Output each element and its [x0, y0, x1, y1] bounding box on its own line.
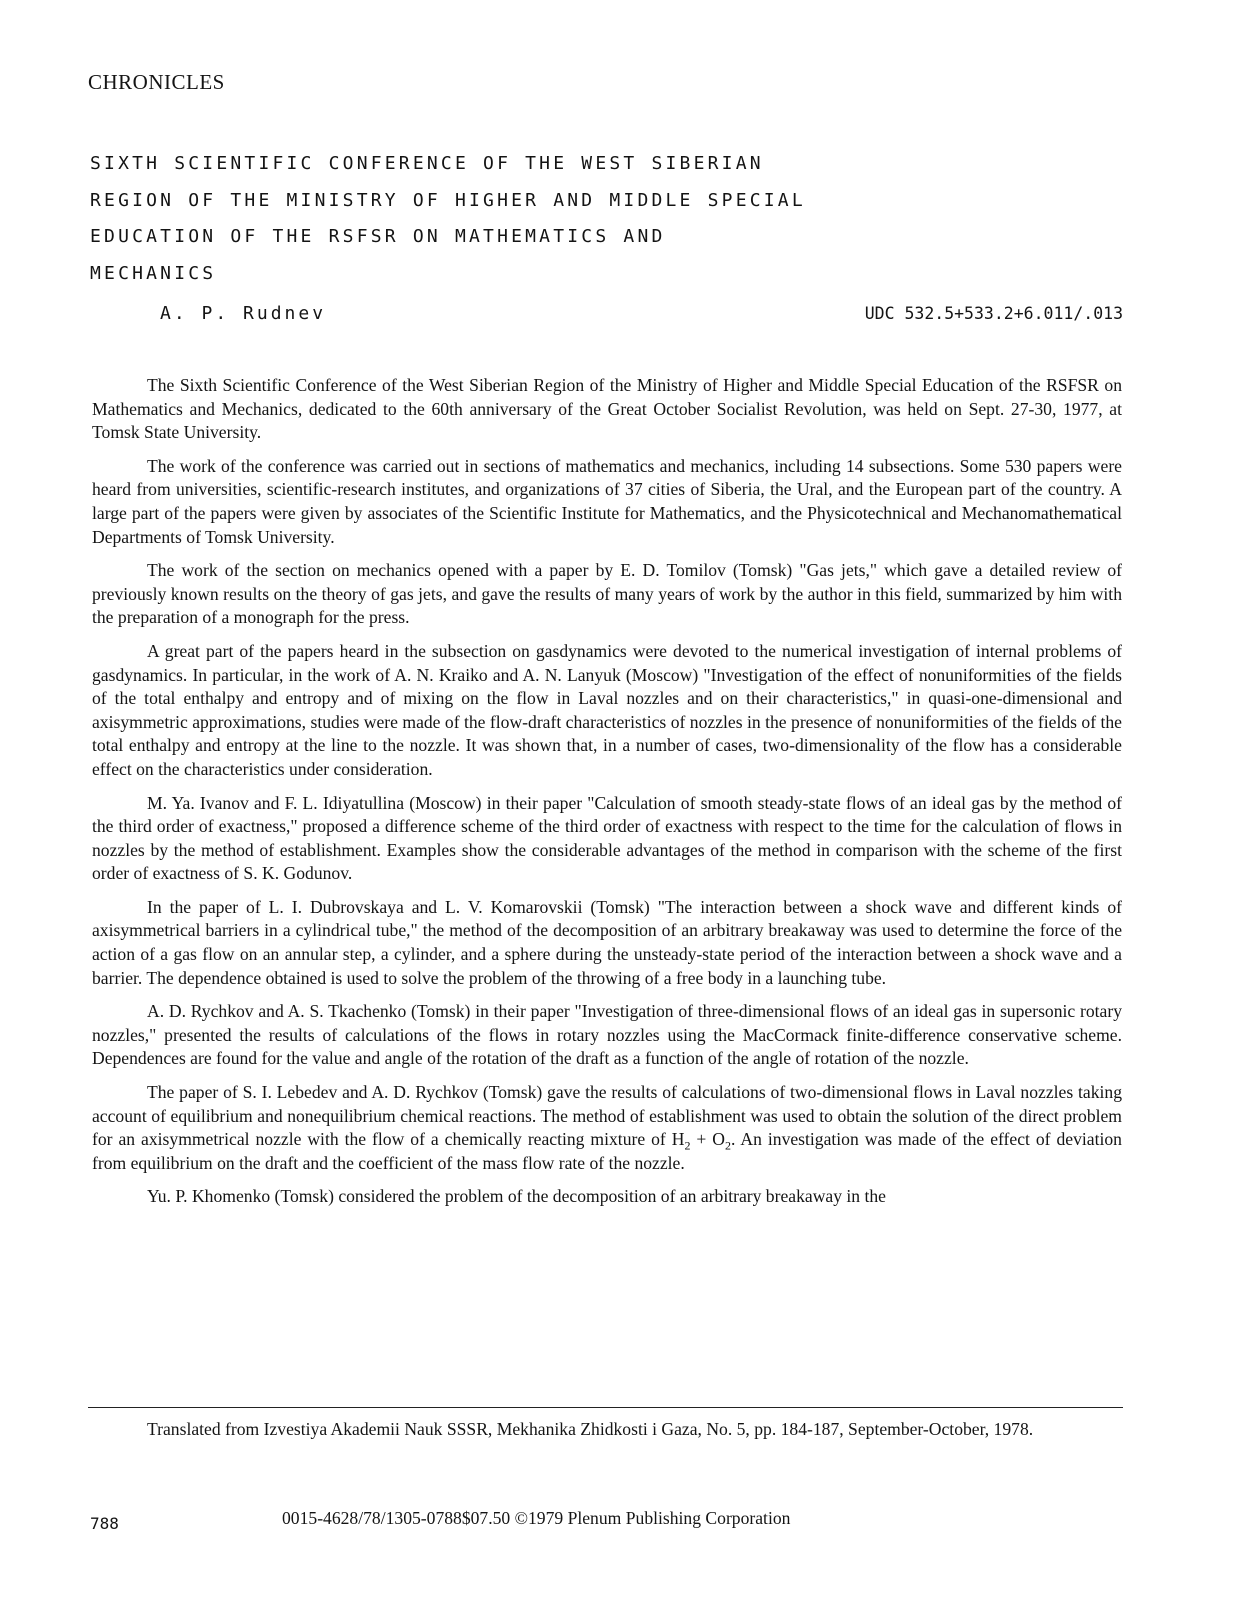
body-paragraph: The work of the conference was carried out in sections of mathematics and mechanics, including 14 subsections. Some 530 papers were heard from universities, scientific-research institutes, and organizations of 37 cities of Siberia, the Ural, and the European part of the country. A large part of the papers were given by associates of the Scientific Institute for Mathematics, and the Physicotechnical and Mechanomathematical Departments of Tomsk University. [92, 455, 1122, 547]
body-paragraph: M. Ya. Ivanov and F. L. Idiyatullina (Moscow) in their paper "Calculation of smooth steady-state flows of an ideal gas by the method of the third order of exactness," proposed a difference scheme of the third order of exactness with respect to the time for the calculation of flows in nozzles by the method of establishment. Examples show the considerable advantages of the method in comparison with the scheme of the first order of exactness of S. K. Godunov. [92, 792, 1122, 884]
hydrogen-subscript: 2 [684, 1138, 691, 1153]
article-title [90, 146, 990, 292]
chem-text-middle: + O [690, 1129, 726, 1150]
body-paragraph: The Sixth Scientific Conference of the West Siberian Region of the Ministry of Higher and Middle Special Education of the RSFSR on Mathematics and Mechanics, dedicated to the 60th anniversary of the Great October Socialist Revolution, was held on Sept. 27-30, 1977, at Tomsk State University. [92, 375, 1122, 443]
body-paragraph: In the paper of L. I. Dubrovskaya and L. V. Komarovskii (Tomsk) "The interaction between a shock wave and different kinds of axisymmetrical barriers in a cylindrical tube," the method of the decomposition of an arbitrary breakaway was used to determine the force of the action of a gas flow on an annular step, a cylinder, and a sphere during the unsteady-state period of the interaction between a shock wave and a barrier. The dependence obtained is used to solve the problem of the throwing of a free body in a launching tube. [92, 896, 1122, 988]
title-line: MECHANICS [90, 262, 217, 284]
body-paragraph: A great part of the papers heard in the subsection on gasdynamics were devoted to the numerical investigation of internal problems of gasdynamics. In particular, in the work of A. N. Kraiko and A. N. Lanyuk (Moscow) "Investigation of the effect of nonuniformities of the fields of the total enthalpy and entropy and of mixing on the flow in Laval nozzles and on their characteristics," in quasi-one-dimensional and axisymmetric approximations, studies were made of the flow-draft characteristics of nozzles in the presence of nonuniformities of the fields of the total enthalpy and entropy at the line to the nozzle. It was shown that, in a number of cases, two-dimensionality of the flow has a considerable effect on the characteristics under consideration. [92, 640, 1122, 779]
title-line: SIXTH SCIENTIFIC CONFERENCE OF THE WEST SIBERIAN [90, 153, 764, 174]
title-line: REGION OF THE MINISTRY OF HIGHER AND MIDDLE SPECIAL [90, 189, 806, 211]
body-paragraph-last: Yu. P. Khomenko (Tomsk) considered the problem of the decomposition of an arbitrary breakaway in the [147, 1186, 886, 1207]
title-line: EDUCATION OF THE RSFSR ON MATHEMATICS AND [90, 226, 666, 247]
chem-text-before: The paper of S. I. Lebedev and A. D. Rychkov (Tomsk) gave the results of calculations of two-dimensional flows in Laval nozzles taking account of equilibrium and nonequilibrium chemical reactions. The method of establishment was used to obtain the solution of the direct problem for an axisymmetrical nozzle with the flow of a chemically reacting mixture of H [92, 1082, 1122, 1150]
body-paragraph: A. D. Rychkov and A. S. Tkachenko (Tomsk) in their paper "Investigation of three-dimensional flows of an ideal gas in supersonic rotary nozzles," presented the results of calculations of the flows in rotary nozzles using the MacCormack finite-difference conservative scheme. Dependences are found for the value and angle of the rotation of the draft as a function of the angle of rotation of the nozzle. [92, 1001, 1122, 1069]
author-name: A. P. Rudnev [160, 303, 327, 324]
footnote-divider [88, 1407, 1123, 1408]
body-paragraph-chemistry [92, 1081, 1122, 1175]
page-number: 788 [90, 1514, 119, 1533]
article-body [92, 374, 1122, 1219]
body-paragraph: The work of the section on mechanics opened with a paper by E. D. Tomilov (Tomsk) "Gas jets," which gave a detailed review of previously known results on the theory of gas jets, and gave the results of many years of work by the author in this field, summarized by him with the preparation of a monograph for the press. [92, 560, 1122, 628]
udc-code: UDC 532.5+533.2+6.011/.013 [864, 304, 1123, 323]
section-label: CHRONICLES [88, 70, 225, 94]
oxygen-subscript: 2 [725, 1138, 732, 1153]
copyright-line: 0015-4628/78/1305-0788$07.50 ©1979 Plenum Publishing Corporation [282, 1508, 791, 1528]
chem-text-after: . An investigation was made of the effect of deviation from equilibrium on the draft and the coefficient of the mass flow rate of the nozzle. [92, 1129, 1122, 1173]
translation-footnote: Translated from Izvestiya Akademii Nauk SSSR, Mekhanika Zhidkosti i Gaza, No. 5, pp. 184-187, September-October, 1978. [147, 1419, 1034, 1439]
